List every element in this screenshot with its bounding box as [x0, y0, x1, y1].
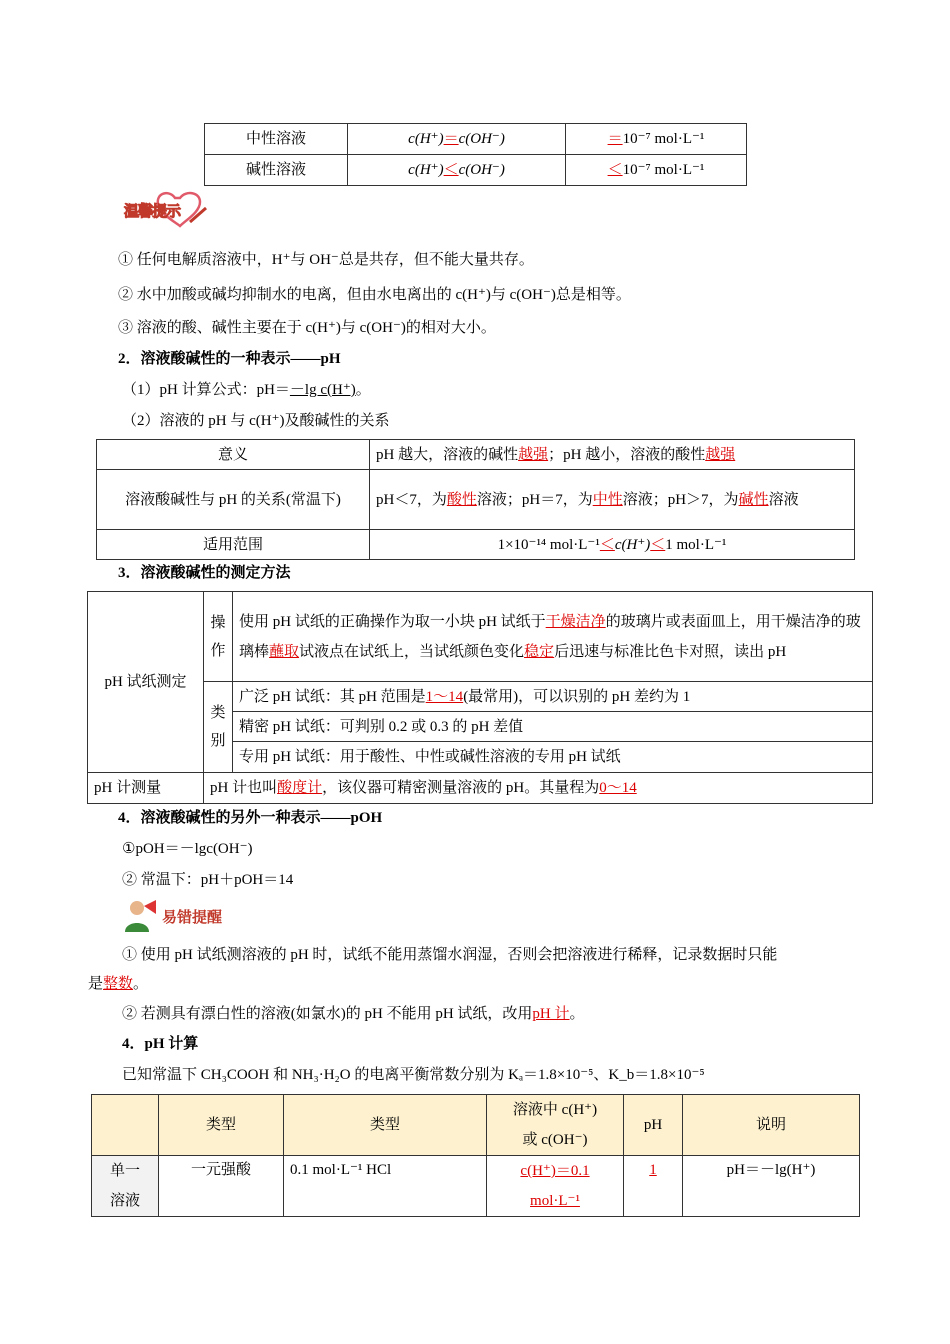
relation-line: （2）溶液的 pH 与 c(H⁺)及酸碱性的关系 — [122, 413, 390, 429]
section-title: 4．pH 计算 — [122, 1036, 199, 1052]
section-title: 3．溶液酸碱性的测定方法 — [118, 565, 291, 581]
person-icon — [122, 898, 156, 934]
row-group: 单一 溶液 — [92, 1156, 159, 1217]
top-acidity-table — [204, 123, 747, 186]
cell-type: 中性溶液 — [205, 124, 348, 155]
cell-value: ＝10⁻⁷ mol·L⁻¹ — [566, 124, 747, 155]
error-tip-item: ① 使用 pH 试纸测溶液的 pH 时，试纸不能用蒸馏水润湿，否则会把溶液进行稀释，记录数据时只能 — [122, 947, 778, 963]
row-note: pH＝－lg(H⁺) — [683, 1156, 860, 1217]
header-cell: 溶液中 c(H⁺) 或 c(OH⁻) — [487, 1095, 624, 1156]
content-cell: pH＜7，为酸性溶液；pH＝7，为中性溶液；pH＞7，为碱性溶液 — [370, 470, 855, 530]
ph-relation-table — [96, 439, 855, 560]
intro-line: 已知常温下 CH₃COOH 和 NH₃·H₂O 的电离平衡常数分别为 Kₐ＝1.8×10⁻⁵、K_b＝1.8×10⁻⁵ — [122, 1067, 705, 1083]
kind-item: 精密 pH 试纸：可判别 0.2 或 0.3 的 pH 差值 — [233, 712, 873, 742]
row-solution: 0.1 mol·L⁻¹ HCl — [284, 1156, 487, 1217]
label-cell: 意义 — [97, 440, 370, 470]
header-cell — [92, 1095, 159, 1156]
poh-line: ①pOH＝－lgc(OH⁻) — [122, 841, 253, 857]
formula-line: （1）pH 计算公式：pH＝－lg c(H⁺)。 — [122, 382, 371, 398]
poh-line: ② 常温下：pH＋pOH＝14 — [122, 872, 294, 888]
warm-tip-item: ③ 溶液的酸、碱性主要在于 c(H⁺)与 c(OH⁻)的相对大小。 — [118, 320, 496, 336]
row-kind: 一元强酸 — [159, 1156, 284, 1217]
cell-relation: c(H⁺)＜c(OH⁻) — [348, 155, 566, 186]
ph-calc-table — [91, 1094, 860, 1217]
label-cell: 适用范围 — [97, 530, 370, 560]
section-title: 4．溶液酸碱性的另外一种表示——pOH — [118, 810, 383, 826]
error-tip-label: 易错提醒 — [162, 908, 223, 926]
error-tip-badge — [122, 898, 242, 934]
row-conc: c(H⁺)＝0.1 mol·L⁻¹ — [487, 1156, 624, 1217]
cell-value: ＜10⁻⁷ mol·L⁻¹ — [566, 155, 747, 186]
label-cell: 溶液酸碱性与 pH 的关系(常温下) — [97, 470, 370, 530]
error-tip-item: 是整数。 — [88, 976, 149, 992]
warm-tip-label: 温馨提示 — [124, 202, 181, 220]
ph-measure-table — [87, 591, 873, 804]
warm-tip-badge — [120, 190, 210, 230]
content-cell: 1×10⁻¹⁴ mol·L⁻¹＜c(H⁺)＜1 mol·L⁻¹ — [370, 530, 855, 560]
header-cell: 说明 — [683, 1095, 860, 1156]
meter-label: pH 计测量 — [88, 773, 204, 804]
kind-item: 广泛 pH 试纸：其 pH 范围是1～14(最常用)，可以识别的 pH 差约为 1 — [233, 682, 873, 712]
op-content: 使用 pH 试纸的正确操作为取一小块 pH 试纸于干燥洁净的玻璃片或表面皿上，用干燥洁净的玻璃棒蘸取试液点在试纸上，当试纸颜色变化稳定后迅速与标准比色卡对照，读出 pH — [233, 592, 873, 682]
warm-tip-item: ② 水中加酸或碱均抑制水的电离，但由水电离出的 c(H⁺)与 c(OH⁻)总是相等。 — [118, 287, 631, 303]
cell-relation: c(H⁺)＝c(OH⁻) — [348, 124, 566, 155]
header-cell: pH — [624, 1095, 683, 1156]
paper-label: pH 试纸测定 — [88, 592, 204, 773]
cell-type: 碱性溶液 — [205, 155, 348, 186]
warm-tip-item: ① 任何电解质溶液中，H⁺与 OH⁻总是共存，但不能大量共存。 — [118, 252, 534, 268]
header-cell: 类型 — [284, 1095, 487, 1156]
row-ph: 1 — [624, 1156, 683, 1217]
header-cell: 类型 — [159, 1095, 284, 1156]
error-tip-item: ② 若测具有漂白性的溶液(如氯水)的 pH 不能用 pH 试纸，改用pH 计。 — [122, 1006, 585, 1022]
content-cell: pH 越大，溶液的碱性越强；pH 越小，溶液的酸性越强 — [370, 440, 855, 470]
kind-item: 专用 pH 试纸：用于酸性、中性或碱性溶液的专用 pH 试纸 — [233, 742, 873, 773]
section-title: 2．溶液酸碱性的一种表示——pH — [118, 351, 341, 367]
op-label: 操作 — [204, 592, 233, 682]
meter-content: pH 计也叫酸度计，该仪器可精密测量溶液的 pH。其量程为0～14 — [204, 773, 873, 804]
kind-label: 类别 — [204, 682, 233, 773]
